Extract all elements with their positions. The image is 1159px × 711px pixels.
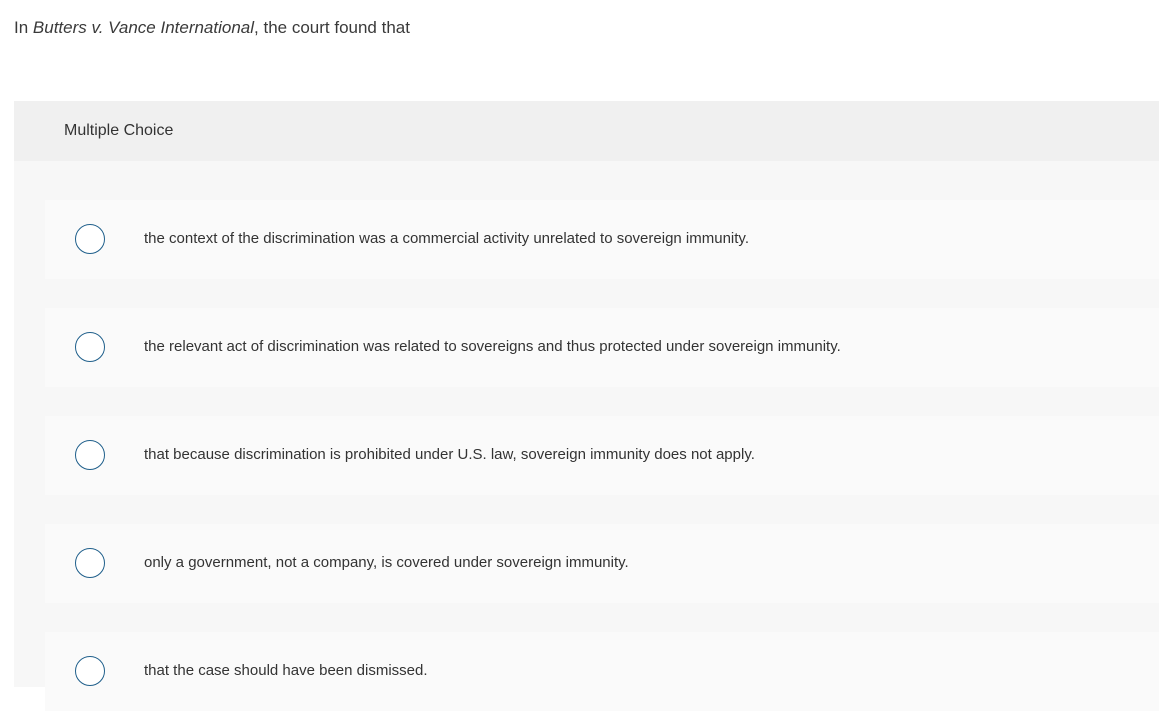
answer-option-3[interactable] — [45, 416, 1159, 495]
answer-option-label: the relevant act of discrimination was related to sovereigns and thus protected under sovereign immunity. — [144, 338, 841, 355]
answer-option-4[interactable] — [45, 524, 1159, 603]
radio-button-icon[interactable] — [75, 224, 105, 254]
question-prefix: In — [14, 18, 33, 37]
radio-button-icon[interactable] — [75, 440, 105, 470]
multiple-choice-header — [14, 101, 1159, 161]
answer-option-2[interactable] — [45, 308, 1159, 387]
question-text — [14, 16, 410, 40]
answer-option-5[interactable] — [45, 632, 1159, 711]
answer-option-label: only a government, not a company, is covered under sovereign immunity. — [144, 554, 629, 571]
case-name: Butters v. Vance International — [32, 18, 255, 37]
radio-button-icon[interactable] — [75, 548, 105, 578]
radio-button-icon[interactable] — [75, 656, 105, 686]
multiple-choice-title: Multiple Choice — [64, 122, 174, 139]
question-suffix: , the court found that — [254, 18, 410, 37]
answer-option-1[interactable] — [45, 200, 1159, 279]
answer-option-label: the context of the discrimination was a commercial activity unrelated to sovereign immunity. — [144, 230, 749, 247]
radio-button-icon[interactable] — [75, 332, 105, 362]
answer-option-label: that because discrimination is prohibited under U.S. law, sovereign immunity does not apply. — [144, 446, 755, 463]
multiple-choice-panel — [14, 101, 1159, 687]
answer-option-label: that the case should have been dismissed. — [144, 662, 428, 679]
